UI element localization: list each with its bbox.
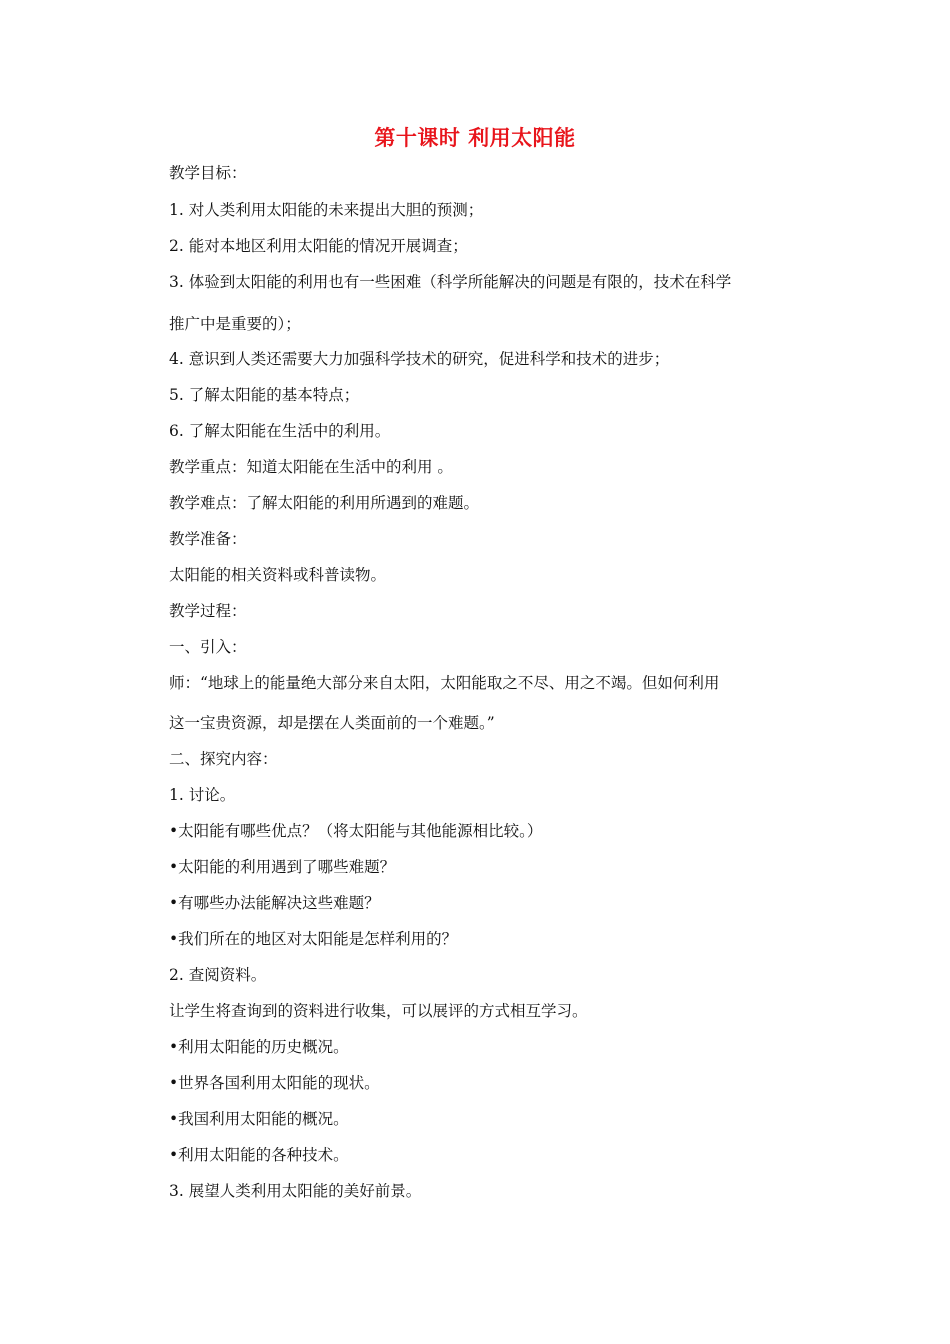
objective-item-3-continued: 推广中是重要的）； — [169, 315, 301, 333]
discussion-bullet-3: •有哪些办法能解决这些难题？ — [169, 894, 380, 912]
objective-item-5: 5. 了解太阳能的基本特点； — [169, 386, 360, 404]
subsection-heading-inquiry: 二、探究内容： — [169, 750, 278, 768]
section-heading-objectives: 教学目标： — [169, 164, 247, 182]
research-bullet-2: •世界各国利用太阳能的现状。 — [169, 1074, 380, 1092]
objective-item-2: 2. 能对本地区利用太阳能的情况开展调查； — [169, 237, 468, 255]
introduction-text-continued: 这一宝贵资源，却是摆在人类面前的一个难题。” — [169, 714, 495, 732]
research-bullet-1: •利用太阳能的历史概况。 — [169, 1038, 349, 1056]
research-instruction: 让学生将查询到的资料进行收集，可以展评的方式相互学习。 — [169, 1002, 588, 1020]
discussion-bullet-1: •太阳能有哪些优点？（将太阳能与其他能源相比较。） — [169, 822, 543, 840]
section-heading-preparation: 教学准备： — [169, 530, 247, 548]
page-title: 第十课时 利用太阳能 — [374, 126, 576, 150]
research-bullet-4: •利用太阳能的各种技术。 — [169, 1146, 349, 1164]
difficult-point: 教学难点：了解太阳能的利用所遇到的难题。 — [169, 494, 480, 512]
objective-item-6: 6. 了解太阳能在生活中的利用。 — [169, 422, 391, 440]
objective-item-1: 1. 对人类利用太阳能的未来提出大胆的预测； — [169, 201, 484, 219]
inquiry-step-1: 1. 讨论。 — [169, 786, 236, 804]
key-point: 教学重点：知道太阳能在生活中的利用 。 — [169, 458, 453, 476]
preparation-text: 太阳能的相关资料或科普读物。 — [169, 566, 387, 584]
objective-item-3: 3. 体验到太阳能的利用也有一些困难（科学所能解决的问题是有限的，技术在科学 — [169, 273, 732, 291]
objective-item-4: 4. 意识到人类还需要大力加强科学技术的研究，促进科学和技术的进步； — [169, 350, 670, 368]
section-heading-process: 教学过程： — [169, 602, 247, 620]
introduction-text: 师：“地球上的能量绝大部分来自太阳，太阳能取之不尽、用之不竭。但如何利用 — [169, 674, 720, 692]
discussion-bullet-2: •太阳能的利用遇到了哪些难题？ — [169, 858, 396, 876]
inquiry-step-3: 3. 展望人类利用太阳能的美好前景。 — [169, 1182, 422, 1200]
subsection-heading-introduction: 一、引入： — [169, 638, 247, 656]
discussion-bullet-4: •我们所在的地区对太阳能是怎样利用的？ — [169, 930, 458, 948]
inquiry-step-2: 2. 查阅资料。 — [169, 966, 267, 984]
research-bullet-3: •我国利用太阳能的概况。 — [169, 1110, 349, 1128]
